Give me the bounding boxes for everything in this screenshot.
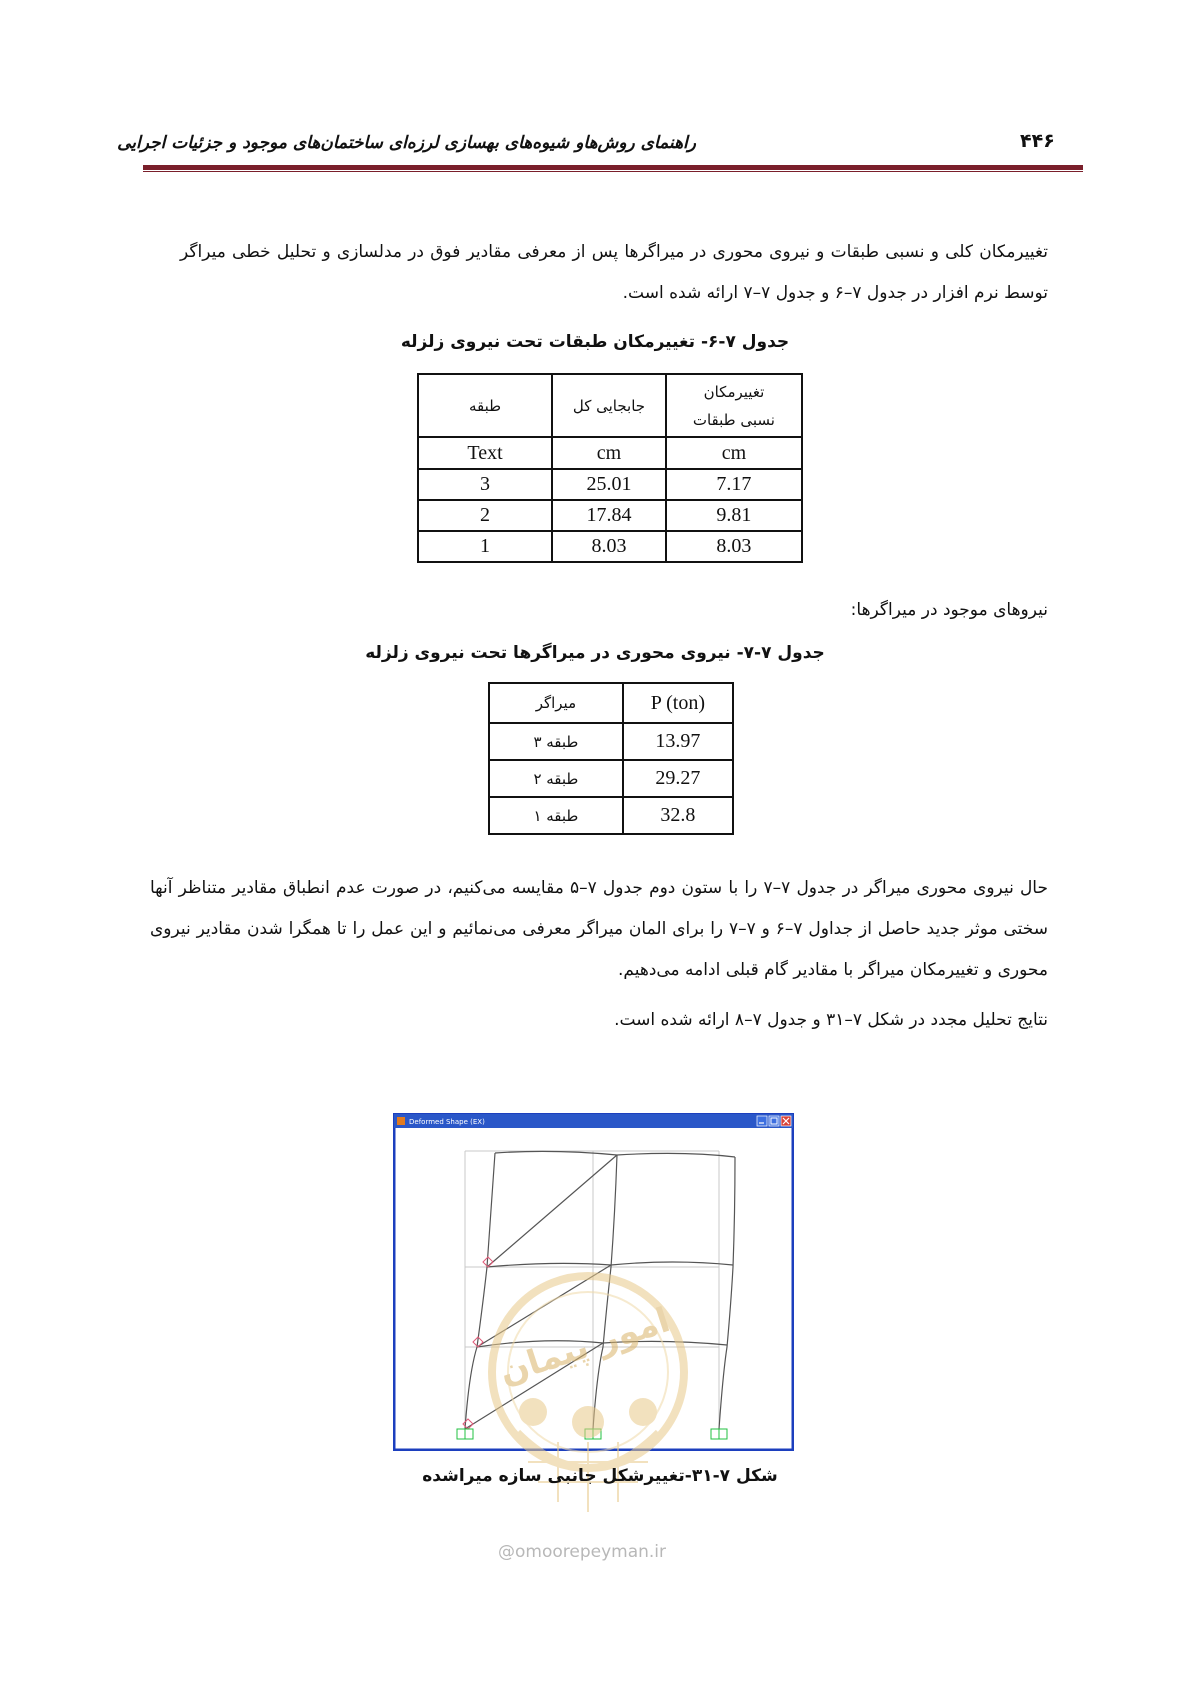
table6-header-total-displacement: جابجایی کل [552,374,666,437]
table6-cell: 8.03 [666,531,802,562]
page-number: ۴۴۶ [1020,130,1055,152]
gear-icon [519,1398,657,1438]
table6-unit-relative: cm [666,437,802,469]
table6-header-relative-drift-text: تغییرمکان نسبی طبقات [692,382,775,429]
table6-unit-story: Text [418,437,552,469]
table6-cell: 17.84 [552,500,666,531]
paragraph-comparison: حال نیروی محوری میراگر در جدول ۷–۷ را با ستون دوم جدول ۷–۵ مقایسه می‌کنیم، در صورت عدم انطباق مقادیر متناظر آنها سختی موثر جدید حاصل از جداول ۷–۶ و ۷–۷ را برای المان میراگر معرفی می‌نمائیم و این عمل را تا همگرا شدن مقادیر نیروی محوری و تغییرمکان میراگر با مقادیر گام قبلی ادامه می‌دهیم. [150,878,1048,980]
table6-cell: 1 [418,531,552,562]
running-title: راهنمای روش‌هاو شیوه‌های بهسازی لرزه‌ای ساختمان‌های موجود و جزئیات اجرایی [117,133,696,153]
table-damper-axial-force [488,682,734,835]
table7-cell: 29.27 [623,760,733,797]
table6-caption: جدول ۷-۶- تغییرمکان طبقات تحت نیروی زلزله [400,332,790,352]
minimize-icon [757,1116,767,1126]
table6-cell: 8.03 [552,531,666,562]
table6-cell: 7.17 [666,469,802,500]
close-button[interactable] [781,1116,791,1126]
table7-caption: جدول ۷-۷- نیروی محوری در میراگرها تحت نیروی زلزله [365,643,825,663]
paragraph-results: نتایج تحلیل مجدد در شکل ۷–۳۱ و جدول ۷–۸ ارائه شده است. [614,1010,1048,1030]
table7-cell: 13.97 [623,723,733,760]
table6-cell: 25.01 [552,469,666,500]
figure-caption: شکل ۷-۳۱-تغییرشکل جانبی سازه میراشده [422,1466,778,1486]
table7-cell: 32.8 [623,797,733,834]
paragraph-damper-forces: نیروهای موجود در میراگرها: [850,600,1048,620]
header-rule [143,165,1083,170]
table7-cell: طبقه ۲ [489,760,623,797]
table7-header-force: P (ton) [623,683,733,723]
table7-cell: طبقه ۳ [489,723,623,760]
paragraph-intro: تغییرمکان کلی و نسبی طبقات و نیروی محوری در میراگرها پس از معرفی مقادیر فوق در مدلسازی و تحلیل خطی میراگر توسط نرم افزار در جدول ۷–۶ و جدول ۷–۷ ارائه شده است. [180,242,1048,303]
app-icon [397,1117,405,1125]
watermark-seal [478,1262,698,1552]
window-title: Deformed Shape (EX) [409,1118,485,1126]
table7-header-damper: میراگر [489,683,623,723]
maximize-button[interactable] [769,1116,779,1126]
table-story-displacement [417,373,803,563]
table6-cell: 2 [418,500,552,531]
header-rule-thin [143,171,1083,172]
watermark-url: @omoorepeyman.ir [498,1542,667,1562]
minimize-button[interactable] [757,1116,767,1126]
table7-cell: طبقه ۱ [489,797,623,834]
table6-cell: 9.81 [666,500,802,531]
seal-brand-text: امور پیمان [494,1300,675,1393]
table6-cell: 3 [418,469,552,500]
table6-header-story: طبقه [418,374,552,437]
table6-unit-total: cm [552,437,666,469]
table6-header-relative-drift [666,374,802,437]
